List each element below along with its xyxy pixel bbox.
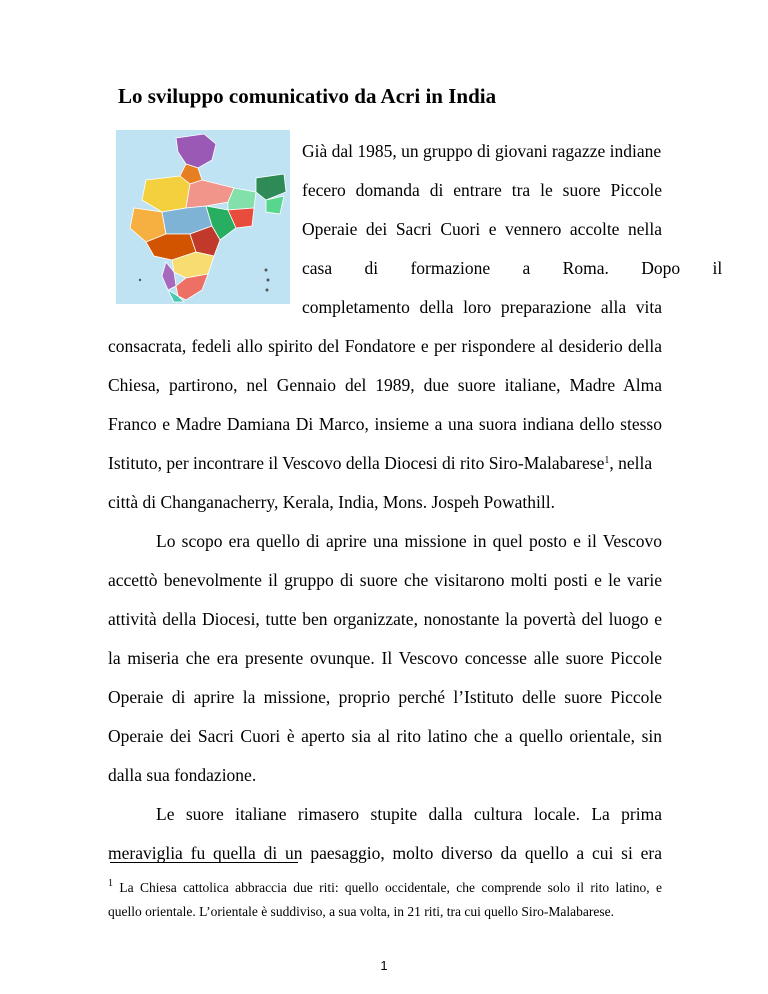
page-number: 1 <box>380 958 388 973</box>
footnote-reference: 1 <box>604 455 610 466</box>
text-line: Le suore italiane rimasero stupite dalla cultura locale. La prima <box>156 804 662 824</box>
text-line: Già dal 1985, un gruppo di giovani ragazze indiane <box>302 141 662 161</box>
text-segment: Istituto, per incontrare il Vescovo della Diocesi di rito Siro-Malabarese <box>108 453 605 473</box>
text-line: meraviglia fu quella di un paesaggio, molto diverso da quello a cui si era <box>108 843 662 863</box>
text-line: accettò benevolmente il gruppo di suore che visitarono molti posti e le varie <box>108 570 662 590</box>
text-line: casa di formazione a Roma. Dopo il <box>302 258 723 278</box>
text-line <box>108 455 652 473</box>
footnote-text: La Chiesa cattolica abbraccia due riti: quello occidentale, che comprende solo il rito latino, e <box>113 880 662 895</box>
text-line: città di Changanacherry, Kerala, India, Mons. Jospeh Powathill. <box>108 492 555 512</box>
text-line: dalla sua fondazione. <box>108 765 257 785</box>
india-map-image <box>116 130 290 304</box>
text-segment: , nella <box>609 453 653 473</box>
text-line: la miseria che era presente ovunque. Il Vescovo concesse alle suore Piccole <box>108 648 662 668</box>
footnote-separator <box>110 862 298 863</box>
footnote-marker: 1 <box>108 878 113 889</box>
text-line: consacrata, fedeli allo spirito del Fondatore e per rispondere al desiderio della <box>108 336 662 356</box>
text-line: Franco e Madre Damiana Di Marco, insieme a una suora indiana dello stesso <box>108 414 662 434</box>
text-line: Lo scopo era quello di aprire una missione in quel posto e il Vescovo <box>156 531 662 551</box>
footnote-line: quello orientale. L’orientale è suddiviso, a sua volta, in 21 riti, tra cui quello Siro-Malabarese. <box>108 904 614 919</box>
text-line: Operaie di aprire la missione, proprio perché l’Istituto delle suore Piccole <box>108 687 662 707</box>
text-line: completamento della loro preparazione alla vita <box>302 297 662 317</box>
text-line: Operaie dei Sacri Cuori e vennero accolte nella <box>302 219 662 239</box>
text-line: attività della Diocesi, tutte ben organizzate, nonostante la povertà del luogo e <box>108 609 662 629</box>
text-line: fecero domanda di entrare tra le suore Piccole <box>302 180 662 200</box>
document-title: Lo sviluppo comunicativo da Acri in India <box>118 84 497 108</box>
text-line: Operaie dei Sacri Cuori è aperto sia al rito latino che a quello orientale, sin <box>108 726 662 746</box>
footnote-line <box>108 879 662 895</box>
text-line: Chiesa, partirono, nel Gennaio del 1989, due suore italiane, Madre Alma <box>108 375 662 395</box>
